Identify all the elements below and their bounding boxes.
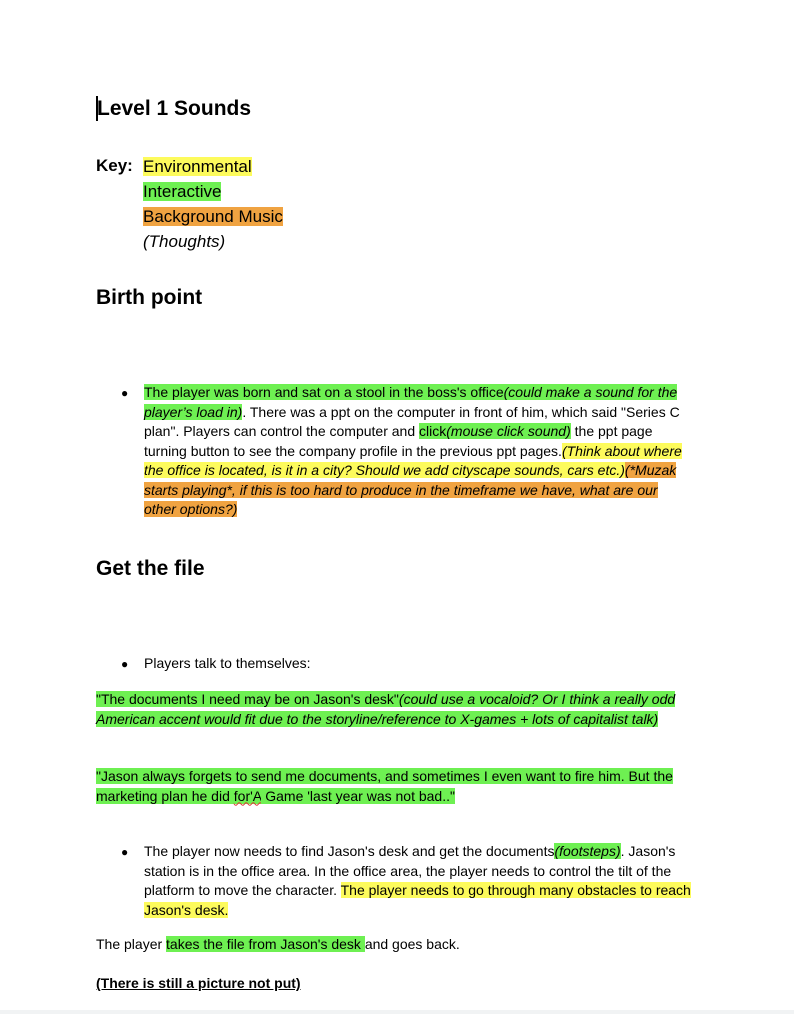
thought-text: (could use a vocaloid? Or I think a really odd American accent would fit due to the storyline/reference to X-games + lots of capitalist talk) xyxy=(96,691,676,727)
key-background-music: Background Music xyxy=(143,207,283,226)
key-thoughts: (Thoughts) xyxy=(143,232,226,251)
thought-text: (footsteps) xyxy=(554,843,621,859)
thought-text: (mouse click sound) xyxy=(446,423,571,439)
plain-text: The player xyxy=(96,936,167,952)
environmental-text: The player needs to go through many obstacles to reach Jason's desk. xyxy=(144,882,691,918)
document-title: Level 1 Sounds xyxy=(97,97,252,120)
spellcheck-word[interactable]: for'A xyxy=(233,787,262,804)
plain-text: and goes back. xyxy=(364,936,460,952)
key-legend xyxy=(143,154,283,254)
environmental-thought-text: (Think about where the office is located, is it in a city? Should we add cityscape sounds, cars etc.) xyxy=(144,442,682,478)
birth-point-heading: Birth point xyxy=(96,286,203,309)
birth-point-paragraph xyxy=(144,383,689,520)
interactive-text: "Jason always forgets to send me documents, and sometimes I even want to fire him. But the marketing plan he did xyxy=(96,768,673,804)
get-the-file-heading: Get the file xyxy=(96,557,205,580)
interactive-text: The player was born and sat on a stool in the boss's office xyxy=(144,384,504,400)
plain-text: the ppt page turning button to see the company profile in the previous ppt pages. xyxy=(144,423,653,459)
bullet-dot: ● xyxy=(121,657,129,671)
thought-text: (could make a sound for the player’s load in) xyxy=(144,384,678,420)
takes-file-paragraph xyxy=(96,935,460,955)
interactive-text: takes the file from Jason's desk xyxy=(166,936,365,952)
find-desk-paragraph xyxy=(144,842,694,920)
key-interactive: Interactive xyxy=(143,182,222,201)
interactive-text: "The documents I need may be on Jason's desk" xyxy=(96,691,399,707)
key-environmental: Environmental xyxy=(143,157,252,176)
plain-text: . Jason's station is in the office area. In the office area, the player needs to control the tilt of the platform to move the character. xyxy=(144,843,676,898)
quote-jason-forgets xyxy=(96,767,691,806)
key-label: Key: xyxy=(96,156,133,175)
bullet-players-talk: Players talk to themselves: xyxy=(144,655,311,671)
bullet-dot: ● xyxy=(121,386,129,400)
plain-text: The player now needs to find Jason's desk and get the documents xyxy=(144,843,555,859)
interactive-text: Game 'last year was not bad.." xyxy=(261,787,455,804)
bullet-dot: ● xyxy=(121,845,129,859)
interactive-text: click xyxy=(419,423,447,439)
page-bottom-edge xyxy=(0,1010,794,1014)
plain-text: . There was a ppt on the computer in front of him, which said "Series C plan". Players can control the computer and xyxy=(144,403,680,439)
music-thought-text: (*Muzak starts playing*, if this is too hard to produce in the timeframe we have, what are our other options?) xyxy=(144,462,677,517)
picture-note: (There is still a picture not put) xyxy=(96,975,301,991)
quote-jason-desk xyxy=(96,690,691,729)
